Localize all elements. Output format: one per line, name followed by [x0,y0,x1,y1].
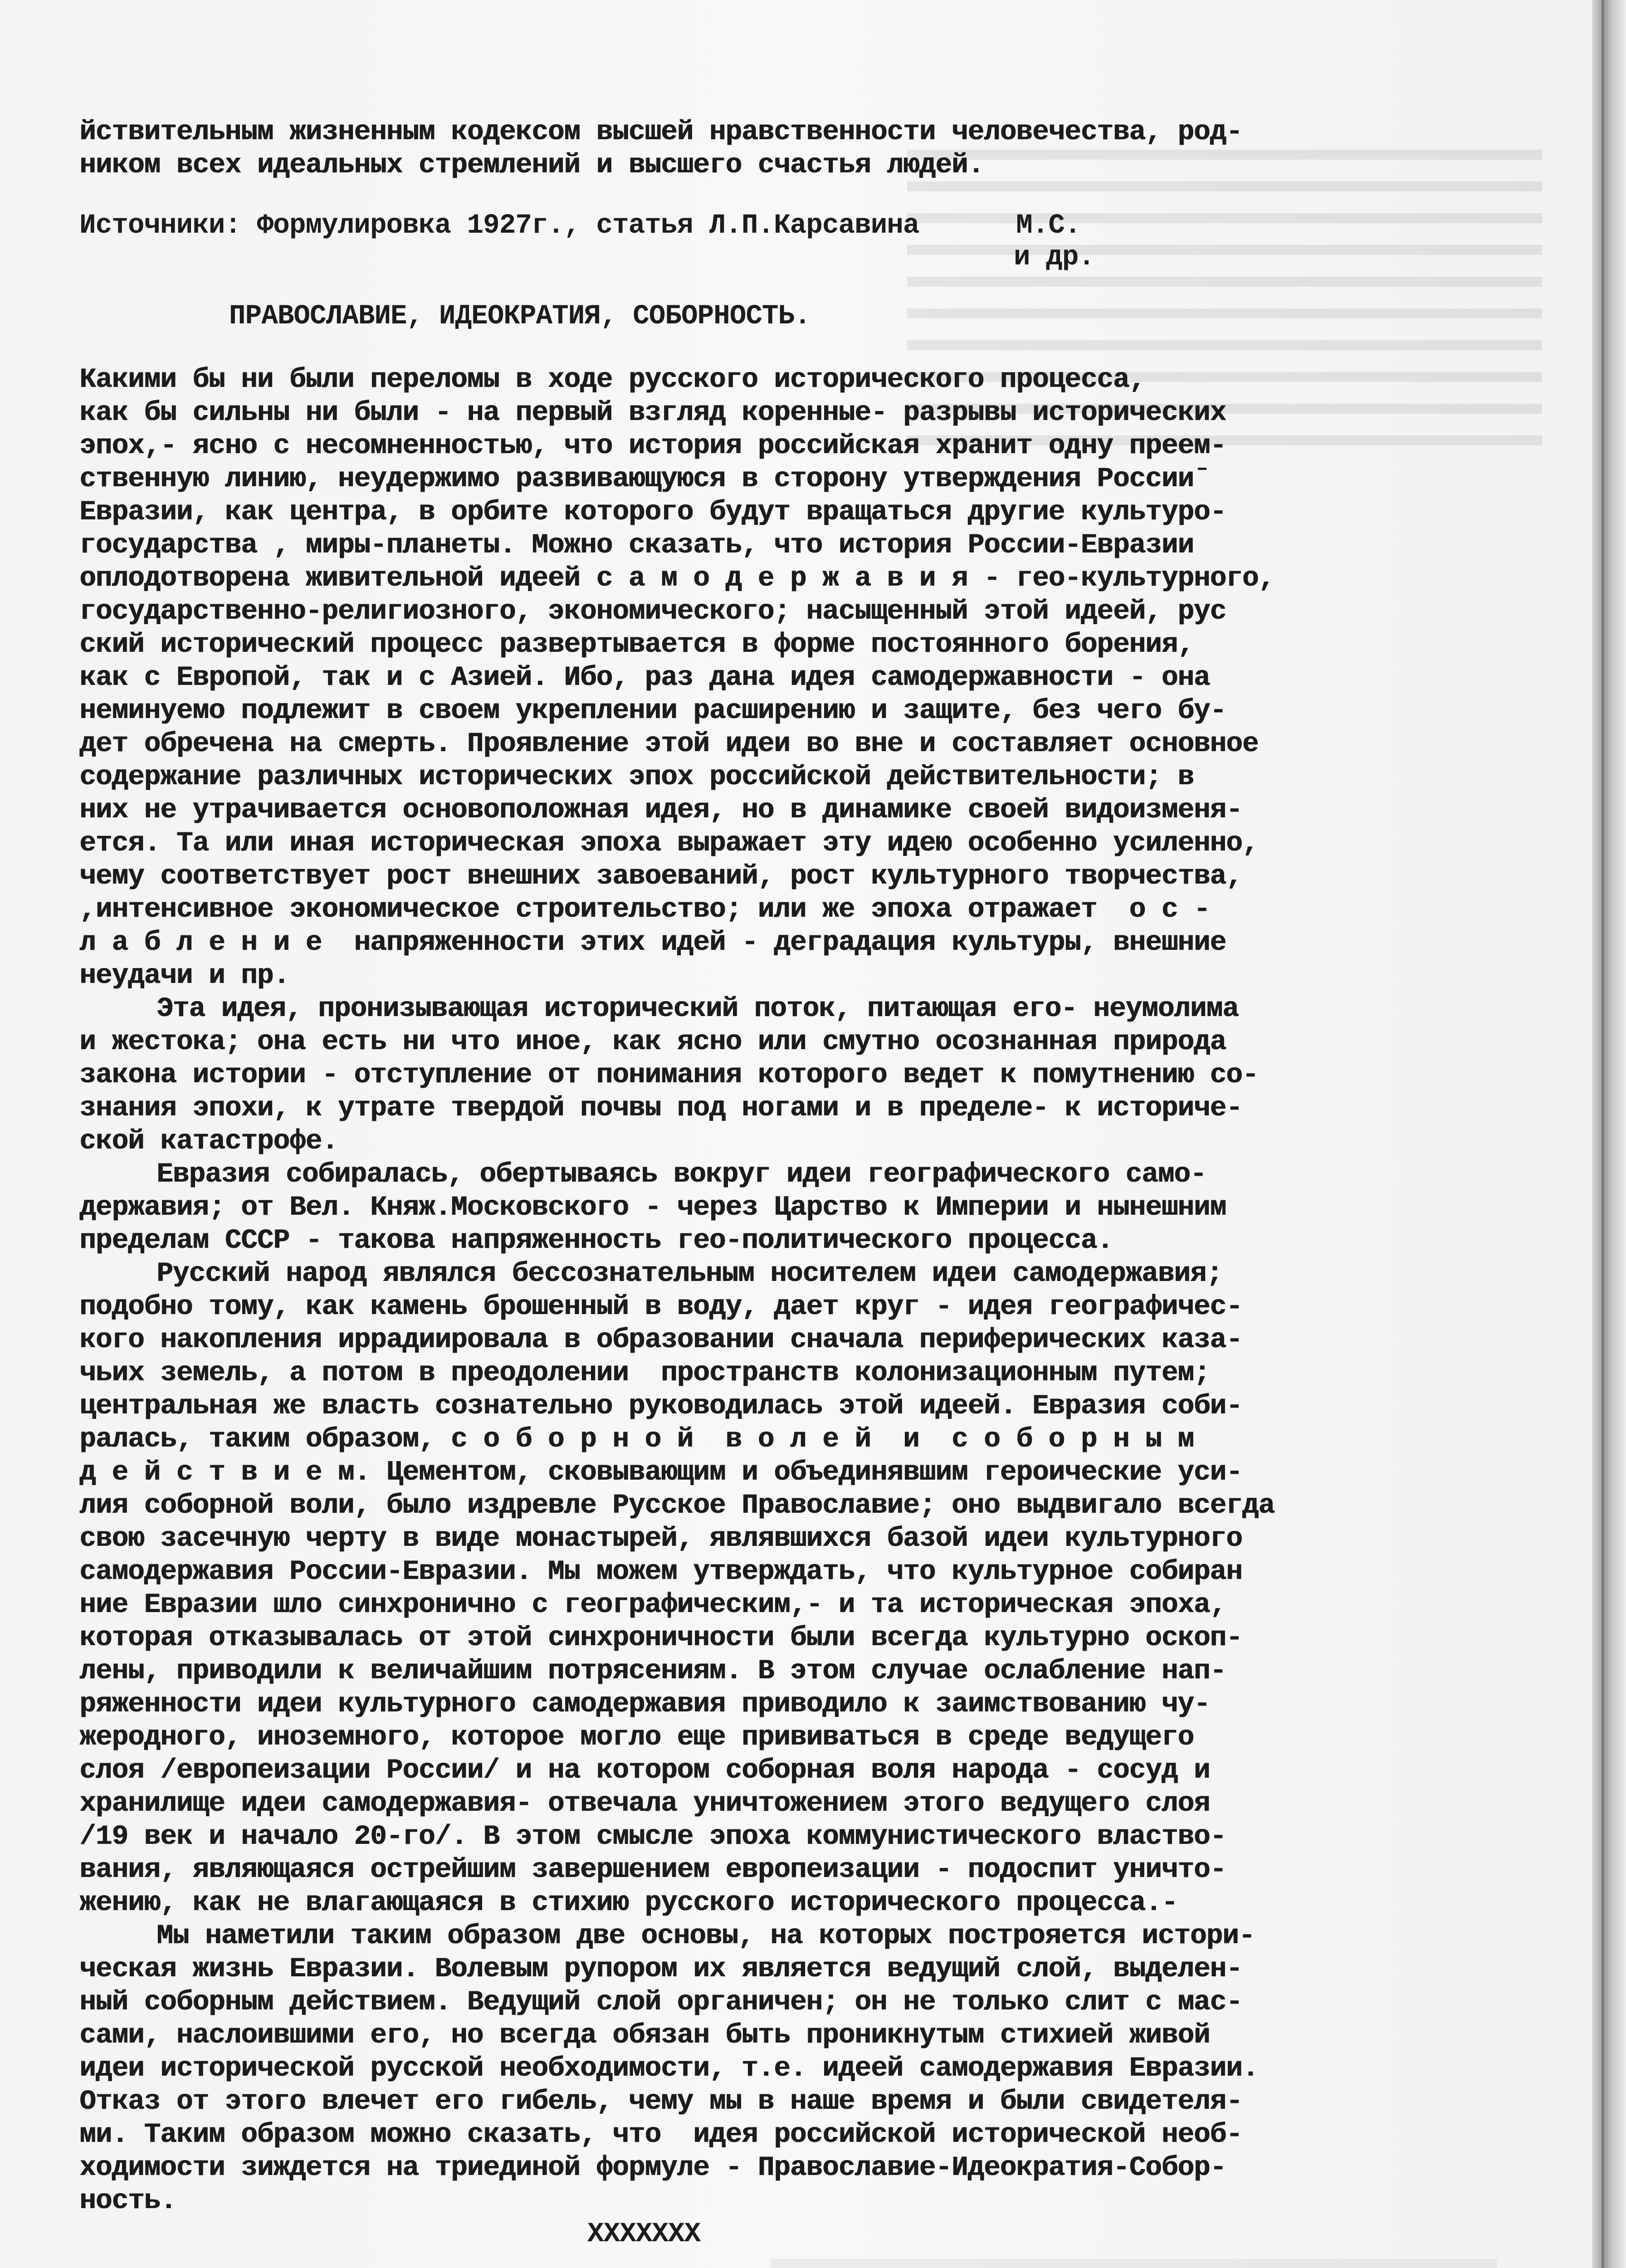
text-line: государственно-религиозного, экономического; насыщенный этой идеей, рус [79,596,1226,627]
text-line: ходимости зиждется на триединой формуле - Православие-Идеократия-Собор- [79,2152,1226,2184]
text-line: ственную линию, неудержимо развивающуюся в сторону утверждения Россииˉ [79,464,1210,495]
paragraph-2 [79,992,1522,1158]
text-line: лены, приводили к величайшим потрясениям. В этом случае ослабление нап- [79,1656,1226,1687]
text-line: /19 век и начало 20-го/. В этом смысле эпоха коммунистического властво- [79,1821,1226,1853]
text-line: жеродного, иноземного, которое могло еще прививаться в среде ведущего [79,1722,1194,1753]
text-line: лия соборной воли, было издревле Русское Православие; оно выдвигало всегда [79,1490,1274,1521]
text-line: как с Европой, так и с Азией. Ибо, раз дана идея самодержавности - она [79,662,1210,694]
spacer [79,336,1522,363]
text-line: Евразии, как центра, в орбите которого будут вращаться другие культуро- [79,497,1226,528]
typed-document [79,116,1522,2268]
text-line: йствительным жизненным кодексом высшей нравственности человечества, род- [79,117,1242,148]
text-line: кого накопления иррадиировала в образовании сначала периферических каза- [79,1325,1242,1356]
text-line: свою засечную черту в виде монастырей, являвшихся базой идеи культурного [79,1523,1242,1554]
paragraph-5 [79,1920,1522,2218]
sources-block [79,209,1522,273]
text-line: ский исторический процесс развертывается в форме постоянного борения, [79,629,1194,660]
text-line: закона истории - отступление от понимания которого ведет к помутнению со- [79,1060,1259,1091]
paragraph-4 [79,1257,1522,1920]
text-line: чьих земель, а потом в преодолении пространств колонизационным путем; [79,1358,1210,1389]
spacer [79,2251,1522,2268]
text-line: сами, наслоившими его, но всегда обязан быть проникнутым стихией живой [79,2020,1210,2051]
spacer [79,182,1522,209]
text-line: подобно тому, как камень брошенный в воду, дает круг - идея географичес- [79,1291,1242,1323]
text-line: пределам СССР - такова напряженность гео-политического процесса. [79,1225,1113,1256]
text-line: ный соборным действием. Ведущий слой органичен; он не только слит с мас- [79,1987,1242,2018]
text-line: ется. Та или иная историческая эпоха выражает эту идею особенно усиленно, [79,828,1259,859]
text-line: содержание различных исторических эпох российской действительности; в [79,762,1194,793]
intro-block [79,116,1522,182]
text-line: Какими бы ни были переломы в ходе русского исторического процесса, [79,364,1145,396]
sources-line-continued: и др. [1014,242,1095,273]
text-line: ность. [79,2185,176,2217]
text-line: знания эпохи, к утрате твердой почвы под ногами и в пределе- к историче- [79,1093,1242,1124]
section-separator: XXXXXXX [587,2219,701,2250]
text-line: ралась, таким образом, с о б о р н о й в о л е й и с о б о р н ы м [79,1424,1194,1455]
text-line: д е й с т в и е м. Цементом, сковывающим и объединявшим героические уси- [79,1457,1242,1488]
document-title: ПРАВОСЛАВИЕ, ИДЕОКРАТИЯ, СОБОРНОСТЬ. [229,301,811,332]
text-line: и жестока; она есть ни что иное, как ясно или смутно осознанная природа [79,1026,1226,1058]
text-line: Отказ от этого влечет его гибель, чему мы в наше время и были свидетеля- [79,2086,1242,2117]
text-line: как бы сильны ни были - на первый взгляд коренные- разрывы исторических [79,397,1226,429]
text-line: центральная же власть сознательно руководилась этой идеей. Евразия соби- [79,1391,1242,1422]
text-line: ряженности идеи культурного самодержавия приводило к заимствованию чу- [79,1689,1210,1720]
text-line: идеи исторической русской необходимости, т.е. идеей самодержавия Евразии. [79,2053,1259,2084]
text-line: державия; от Вел. Княж.Московского - через Царство к Империи и нынешним [79,1192,1226,1223]
page-edge-shadow [1602,0,1604,2268]
text-line: Эта идея, пронизывающая исторический поток, питающая его- неумолима [156,993,1239,1025]
page-edge [1592,0,1626,2268]
text-line: Евразия собиралась, обертываясь вокруг идеи географического само- [156,1159,1206,1190]
text-line: ,интенсивное экономическое строительство; или же эпоха отражает о с - [79,894,1210,925]
text-line: чему соответствует рост внешних завоеваний, рост культурного творчества, [79,861,1242,892]
text-line: ником всех идеальных стремлений и высшего счастья людей. [79,150,984,181]
text-line: л а б л е н и е напряженности этих идей - деградация культуры, внешние [79,927,1226,958]
text-line: ние Евразии шло синхронично с географическим,- и та историческая эпоха, [79,1589,1226,1621]
text-line: оплодотворена живительной идеей с а м о д е р ж а в и я - гео-культурного, [79,563,1274,594]
text-line: самодержавия России-Евразии. Мы можем утверждать, что культурное собиран [79,1556,1242,1588]
text-line: жению, как не влагающаяся в стихию русского исторического процесса.- [79,1887,1178,1919]
text-line: ской катастрофе. [79,1126,338,1157]
text-line: ми. Таким образом можно сказать, что идея российской исторической необ- [79,2119,1242,2151]
paragraph-3 [79,1158,1522,1257]
spacer [79,273,1522,300]
text-line: которая отказывалась от этой синхроничности были всегда культурно оскоп- [79,1623,1242,1654]
text-line: хранилище идеи самодержавия- отвечала уничтожением этого ведущего слоя [79,1788,1210,1819]
text-line: Мы наметили таким образом две основы, на которых построяется истори- [156,1921,1255,1952]
text-line: ческая жизнь Евразии. Волевым рупором их является ведущий слой, выделен- [79,1954,1242,1985]
text-line: вания, являющаяся острейшим завершением европеизации - подоспит уничто- [79,1854,1226,1886]
sources-line: Источники: Формулировка 1927г., статья Л.П.Карсавина М.С. [79,210,1081,241]
text-line: неминуемо подлежит в своем укреплении расширению и защите, без чего бу- [79,695,1226,727]
text-line: дет обречена на смерть. Проявление этой идеи во вне и составляет основное [79,728,1259,760]
text-line: Русский народ являлся бессознательным носителем идеи самодержавия; [156,1258,1222,1290]
text-line: неудачи и пр. [79,960,289,992]
text-line: них не утрачивается основоположная идея, но в динамике своей видоизменя- [79,795,1242,826]
text-line: слоя /европеизации России/ и на котором соборная воля народа - сосуд и [79,1755,1210,1786]
paragraph-1 [79,363,1522,992]
text-line: эпох,- ясно с несомненностью, что история российская хранит одну преем- [79,430,1226,462]
text-line: государства , миры-планеты. Можно сказать, что история России-Евразии [79,530,1194,561]
